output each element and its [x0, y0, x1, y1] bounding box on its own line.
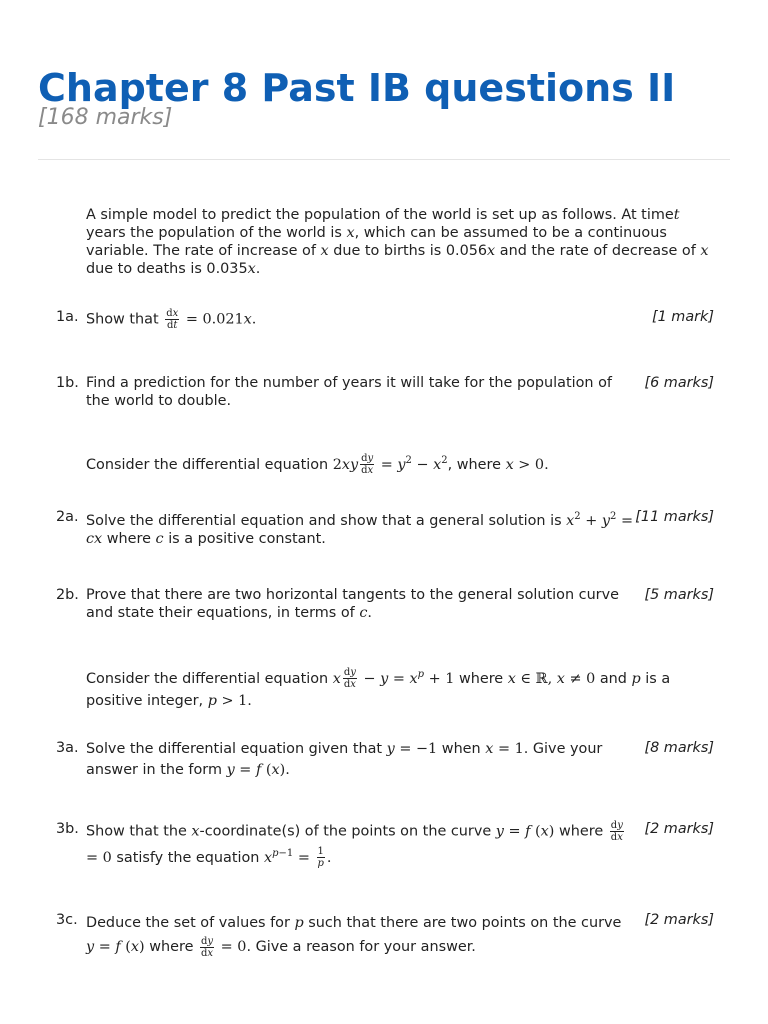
q3c-text-a: Deduce the set of values for [86, 915, 290, 931]
marks-3a: [8 marks] [644, 740, 714, 756]
q1a-text: Show that [86, 311, 159, 328]
intro3-text-a: Consider the differential equation [86, 670, 329, 687]
question-text-2a: Solve the differential equation and show that a general solution is $x^2 + y^2$ = cx where c is a positive constant. [86, 511, 634, 547]
intro-differential-equation-2: Consider the differential equation 2xy $\frac{dy}{dx}$ = $y^2 - x^2$, where x > 0. [86, 453, 549, 477]
question-text-1a: Show that $\frac{dx}{dt}$ = 0.021x. [86, 308, 257, 331]
q3a-text-c: . Give your answer in the form [86, 741, 603, 778]
question-number-3a: 3a. [56, 740, 79, 756]
intro-population-model: A simple model to predict the population of the world is set up as follows. At timet years the population of the world is x, which can be assumed to be a continuous variable. The rate of increase of x due to births is 0.056x and the rate of decrease of x due to deaths is 0.035x. [86, 207, 709, 277]
dy-dx-fraction: $\frac{dy}{dx}$ [361, 453, 374, 477]
one-over-p-fraction: $\frac{1}{p}$ [317, 846, 324, 870]
question-number-1b: 1b. [56, 375, 79, 391]
intro1-text-d: due to births is 0.056 [333, 243, 488, 259]
dy-dx-fraction: $\frac{dy}{dx}$ [343, 667, 356, 691]
intro3-text-c: and [599, 670, 627, 687]
marks-2a: [11 marks] [635, 509, 714, 525]
intro1-text-g: . [255, 261, 261, 277]
marks-1a: [1 mark] [651, 309, 714, 325]
question-number-1a: 1a. [56, 309, 79, 325]
marks-1b: [6 marks] [644, 375, 714, 391]
intro1-text-a: A simple model to predict the population of the world is set up as follows. At time [86, 207, 674, 223]
dy-dx-fraction: $\frac{dy}{dx}$ [201, 935, 214, 959]
marks-3b: [2 marks] [644, 821, 714, 837]
question-text-1b: Find a prediction for the number of years it will take for the population of the world to double. [86, 375, 612, 409]
q3c-text-b: such that there are two points on the curve [308, 915, 622, 931]
intro1-text-c: , which can be assumed to be a continuous variable. The rate of increase of [86, 225, 667, 259]
intro3-text-b: where [458, 670, 504, 687]
question-number-2b: 2b. [56, 587, 79, 603]
q3b-text-c: where [559, 823, 604, 840]
q3c-text-c: where [149, 939, 194, 955]
q3b-text-a: Show that the [86, 823, 187, 840]
q3a-text-b: when [441, 741, 481, 757]
intro1-text-b: years the population of the world is [86, 225, 342, 241]
dx-dt-fraction: $\frac{dx}{dt}$ [166, 308, 179, 331]
question-text-2b: Prove that there are two horizontal tangents to the general solution curve and state their equations, in terms of c. [86, 587, 619, 621]
q2a-text-a: Solve the differential equation and show that a general solution is [86, 512, 562, 529]
question-text-3a: Solve the differential equation given that y = −1 when x = 1. Give your answer in the form y = f (x). [86, 741, 603, 778]
divider [38, 159, 730, 160]
q2a-text-c: is a positive constant. [168, 530, 326, 547]
question-number-3c: 3c. [56, 912, 78, 928]
q2b-text-a: Prove that there are two horizontal tangents to the general solution curve and state their equations, in terms of [86, 587, 619, 621]
q3b-text-d: satisfy the equation [116, 849, 260, 866]
q2a-text-b: where [106, 530, 151, 547]
intro3-text-d: is a positive integer, [86, 670, 671, 710]
q3c-text-d: . Give a reason for your answer. [246, 939, 476, 955]
q3b-text-b: -coordinate(s) of the points on the curve [199, 823, 492, 840]
question-number-3b: 3b. [56, 821, 79, 837]
page-title: Chapter 8 Past IB questions II [38, 66, 676, 110]
intro-differential-equation-3: Consider the differential equation x $\frac{dy}{dx}$ − $y = x^p + 1$ where x ∈ ℝ, x ≠ 0 and p is a positive integer, p > 1. [86, 667, 671, 710]
q3a-text-a: Solve the differential equation given that [86, 741, 383, 757]
intro1-text-e: and the rate of decrease of [499, 243, 696, 259]
intro2-text-b: , where [447, 456, 501, 473]
dy-dx-fraction: $\frac{dy}{dx}$ [610, 820, 623, 843]
intro1-text-f: due to deaths is 0.035 [86, 261, 248, 277]
intro2-text-a: Consider the differential equation [86, 456, 329, 473]
question-text-3c: Deduce the set of values for p such that there are two points on the curve y = f (x) where $\frac{dy}{dx}$ = 0. Give a reason for your answer. [86, 915, 622, 959]
marks-2b: [5 marks] [644, 587, 714, 603]
question-number-2a: 2a. [56, 509, 79, 525]
marks-3c: [2 marks] [644, 912, 714, 928]
question-text-3b: Show that the x-coordinate(s) of the points on the curve y = f (x) where $\frac{dy}{dx}$ = 0 satisfy the equation $x^{p-1}$ = $\frac{1}{p}$ . [86, 820, 623, 870]
total-marks: [168 marks] [38, 105, 173, 130]
